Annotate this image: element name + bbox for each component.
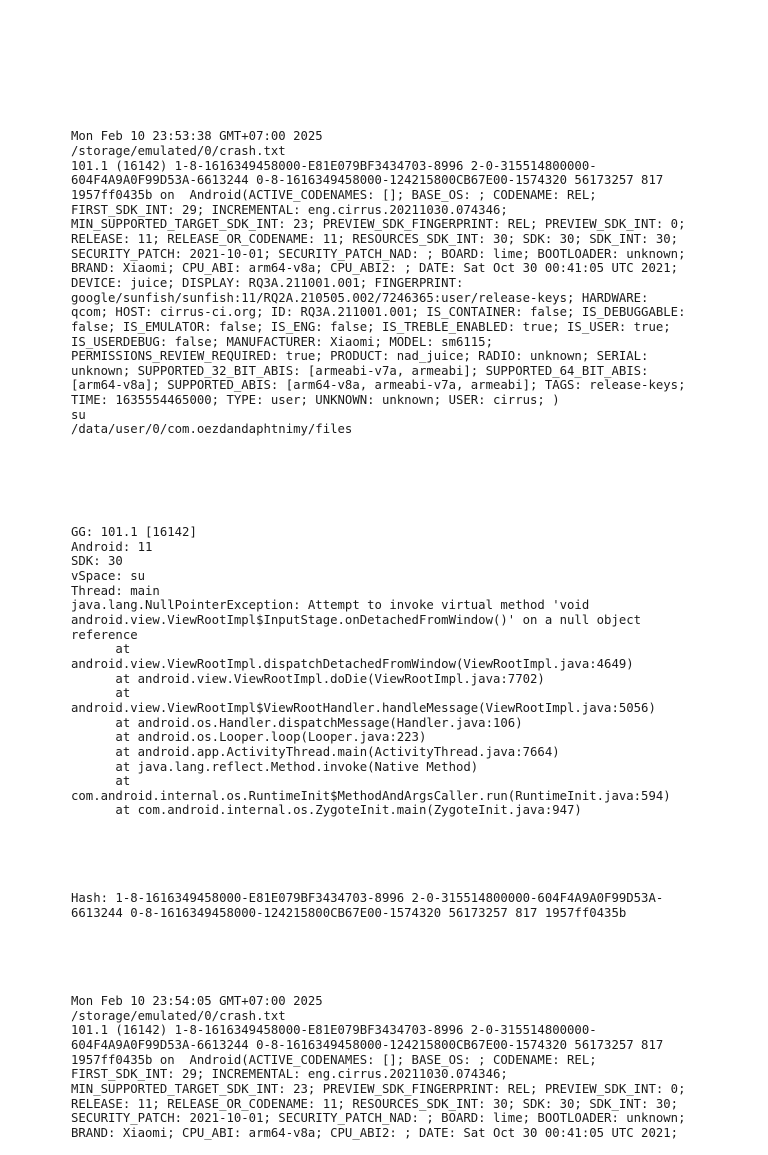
crash-entry-1-stacktrace: GG: 101.1 [16142] Android: 11 SDK: 30 vSpace: su Thread: main java.lang.NullPointerException: Attempt to invoke virtual method 'void android.view.ViewRootImpl$InputStage.onDetachedFromWindow()' on a null object reference at android.view.ViewRootImpl.dispatchDetachedFromWindow(ViewRootImpl.java:4649) at android.view.ViewRootImpl.doDie(ViewRootImpl.java:7702) at android.view.ViewRootImpl$ViewRootHandler.handleMessage(ViewRootImpl.java:5056) at android.os.Handler.dispatchMessage(Handler.java:106) at android.os.Looper.loop(Looper.java:223) at android.app.ActivityThread.main(ActivityThread.java:7664) at java.lang.reflect.Method.invoke(Native Method) at com.android.internal.os.RuntimeInit$MethodAndArgsCaller.run(RuntimeInit.java:594) at com.android.internal.os.ZygoteInit.main(ZygoteInit.java:947) xyxy=(71,525,671,818)
crash-log-document xyxy=(71,100,711,1155)
spacer xyxy=(71,466,711,495)
crash-entry-1-hash: Hash: 1-8-1616349458000-E81E079BF3434703-8996 2-0-315514800000-604F4A9A0F99D53A- 6613244 0-8-1616349458000-124215800CB67E00-1574320 56173257 817 1957ff0435b xyxy=(71,891,664,921)
crash-entry-2-header: Mon Feb 10 23:54:05 GMT+07:00 2025 /storage/emulated/0/crash.txt 101.1 (16142) 1-8-1616349458000-E81E079BF3434703-8996 2-0-315514800000- 604F4A9A0F99D53A-6613244 0-8-1616349458000-124215800CB67E00-1574320 56173257 817 1957ff0435b on Android(ACTIVE_CODENAMES: []; BASE_OS: ; CODENAME: REL; FIRST_SDK_INT: 29; INCREMENTAL: eng.cirrus.20211030.074346; MIN_SUPPORTED_TARGET_SDK_INT: 23; PREVIEW_SDK_FINGERPRINT: REL; PREVIEW_SDK_INT: 0; RELEASE: 11; RELEASE_OR_CODENAME: 11; RESOURCES_SDK_INT: 30; SDK: 30; SDK_INT: 30; SECURITY_PATCH: 2021-10-01; SECURITY_PATCH_NAD: ; BOARD: lime; BOOTLOADER: unknown; BRAND: Xiaomi; CPU_ABI: arm64-v8a; CPU_ABI2: ; DATE: Sat Oct 30 00:41:05 UTC 2021; xyxy=(71,993,686,1140)
spacer xyxy=(71,950,711,965)
crash-entry-1-header: Mon Feb 10 23:53:38 GMT+07:00 2025 /storage/emulated/0/crash.txt 101.1 (16142) 1-8-1616349458000-E81E079BF3434703-8996 2-0-315514800000- 604F4A9A0F99D53A-6613244 0-8-1616349458000-124215800CB67E00-1574320 56173257 817 1957ff0435b on Android(ACTIVE_CODENAMES: []; BASE_OS: ; CODENAME: REL; FIRST_SDK_INT: 29; INCREMENTAL: eng.cirrus.20211030.074346; MIN_SUPPORTED_TARGET_SDK_INT: 23; PREVIEW_SDK_FINGERPRINT: REL; PREVIEW_SDK_INT: 0; RELEASE: 11; RELEASE_OR_CODENAME: 11; RESOURCES_SDK_INT: 30; SDK: 30; SDK_INT: 30; SECURITY_PATCH: 2021-10-01; SECURITY_PATCH_NAD: ; BOARD: lime; BOOTLOADER: unknown; BRAND: Xiaomi; CPU_ABI: arm64-v8a; CPU_ABI2: ; DATE: Sat Oct 30 00:41:05 UTC 2021; DEVICE: juice; DISPLAY: RQ3A.211001.001; FINGERPRINT: google/sunfish/sunfish:11/RQ2A.210505.002/7246365:user/release-keys; HARDWARE: qcom; HOST: cirrus-ci.org; ID: RQ3A.211001.001; IS_CONTAINER: false; IS_DEBUGGABLE: false; IS_EMULATOR: false; IS_ENG: false; IS_TREBLE_ENABLED: true; IS_USER: true; IS_USERDEBUG: false; MANUFACTURER: Xiaomi; MODEL: sm6115; PERMISSIONS_REVIEW_REQUIRED: true; PRODUCT: nad_juice; RADIO: unknown; SERIAL: unknown; SUPPORTED_32_BIT_ABIS: [armeabi-v7a, armeabi]; SUPPORTED_64_BIT_ABIS: [arm64-v8a]; SUPPORTED_ABIS: [arm64-v8a, armeabi-v7a, armeabi]; TAGS: release-keys; TIME: 1635554465000; TYPE: user; UNKNOWN: unknown; USER: cirrus; ) su /data/user/0/com.oezdandaphtnimy/files xyxy=(71,129,686,437)
spacer xyxy=(71,847,711,862)
